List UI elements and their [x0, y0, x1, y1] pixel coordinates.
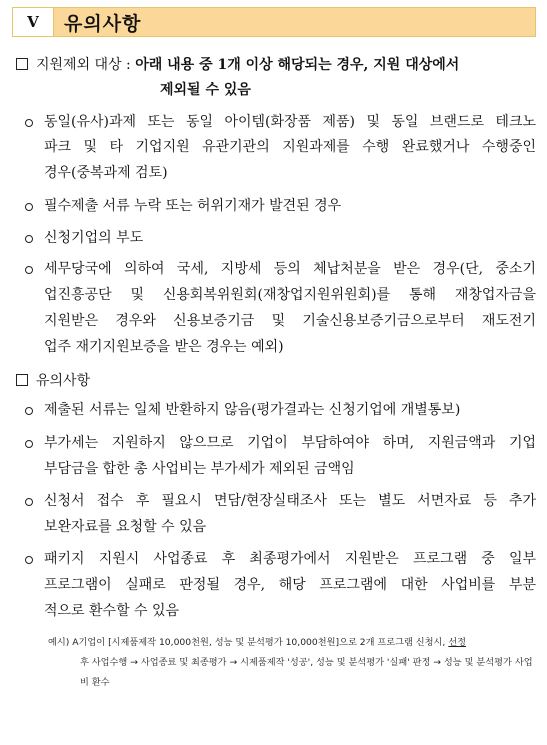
section1-label: 지원제외 대상 :: [36, 57, 136, 73]
list-item-line: 업주 재기지원보증을 받은 경우는 예외): [44, 339, 284, 355]
list-item-line: 필수제출 서류 누락 또는 허위기재가 발견된 경우: [44, 198, 342, 214]
list-item-line: 지원받은 경우와 신용보증기금 및 기술신용보증기금으로부터 재도전기: [44, 313, 536, 329]
example-line1: [48, 636, 466, 650]
checkbox-square-icon: [16, 374, 28, 386]
section-header: [12, 7, 536, 37]
section1-heading: [16, 55, 459, 75]
example-line2: 후 사업수행 → 사업종료 및 최종평가 → 시제품제작 '성공', 성능 및 분석평가 '실패' 판정 → 성능 및 분석평가 사업: [80, 657, 533, 668]
list-item-line: 적으로 환수할 수 있음: [44, 603, 180, 619]
list-item-line: 경우(중복과제 검토): [44, 165, 168, 181]
list-item-line: 신청기업의 부도: [44, 230, 144, 246]
bullet-circle-icon: [25, 266, 33, 274]
section2-heading: [16, 371, 90, 391]
section-numeral: Ⅴ: [13, 8, 54, 36]
list-item-line: 부가세는 지원하지 않으므로 기업이 부담하여야 하며, 지원금액과 기업: [44, 435, 536, 451]
bullet-circle-icon: [25, 498, 33, 506]
section1-bold-line1: 아래 내용 중 1개 이상 해당되는 경우, 지원 대상에서: [135, 57, 460, 73]
bullet-circle-icon: [25, 235, 33, 243]
list-item-line: 부담금을 합한 총 사업비는 부가세가 제외된 금액임: [44, 461, 355, 477]
example-line1-underlined: 선정: [448, 637, 467, 648]
bullet-circle-icon: [25, 119, 33, 127]
section-title: 유의사항: [54, 8, 535, 36]
list-item-line: 신청서 접수 후 필요시 면담/현장실태조사 또는 별도 서면자료 등 추가: [44, 493, 536, 509]
bullet-circle-icon: [25, 407, 33, 415]
list-item-line: 제출된 서류는 일체 반환하지 않음(평가결과는 신청기업에 개별통보): [44, 402, 461, 418]
example-line1-text: 예시) A기업이 [시제품제작 10,000천원, 성능 및 분석평가 10,000천원]으로 2개 프로그램 신청시,: [48, 637, 449, 648]
bullet-circle-icon: [25, 440, 33, 448]
list-item-line: 업진흥공단 및 신용회복위원회(재창업지원위원회)를 통해 재창업자금을: [44, 287, 536, 303]
list-item-line: 동일(유사)과제 또는 동일 아이템(화장품 제품) 및 동일 브랜드로 테크노: [44, 114, 536, 130]
example-line3: 비 환수: [80, 677, 110, 688]
checkbox-square-icon: [16, 58, 28, 70]
list-item-line: 세무당국에 의하여 국세, 지방세 등의 체납처분을 받은 경우(단, 중소기: [44, 261, 536, 277]
section2-label: 유의사항: [36, 373, 91, 389]
list-item-line: 보완자료를 요청할 수 있음: [44, 519, 207, 535]
list-item-line: 프로그램이 실패로 판정될 경우, 해당 프로그램에 대한 사업비를 부분: [44, 577, 536, 593]
bullet-circle-icon: [25, 556, 33, 564]
list-item-line: 패키지 지원시 사업종료 후 최종평가에서 지원받은 프로그램 중 일부: [44, 551, 536, 567]
list-item-line: 파크 및 타 기업지원 유관기관의 지원과제를 수행 완료했거나 수행중인: [44, 139, 536, 155]
section1-bold-line2: 제외될 수 있음: [160, 82, 251, 98]
bullet-circle-icon: [25, 203, 33, 211]
